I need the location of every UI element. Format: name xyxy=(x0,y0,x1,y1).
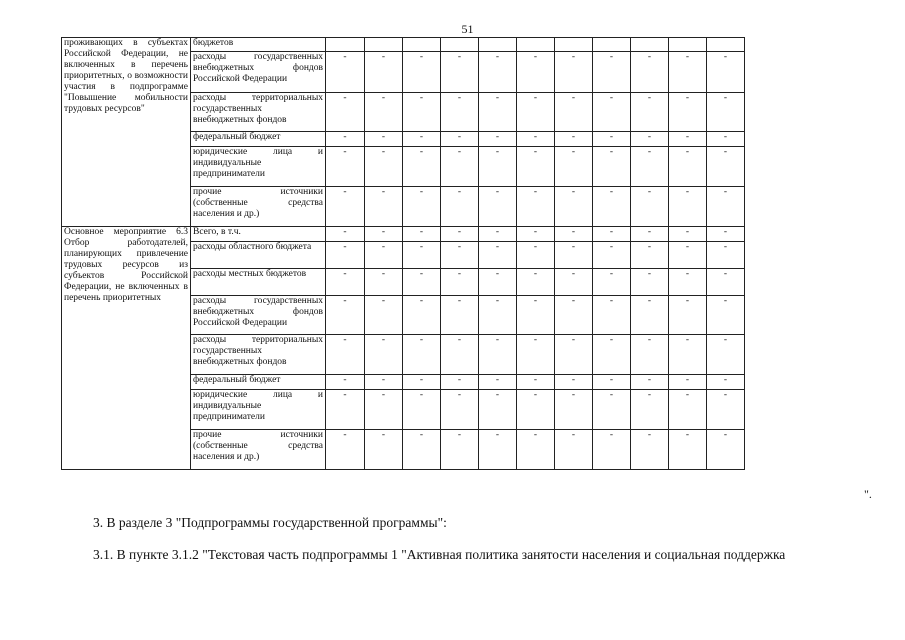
value-cell: - xyxy=(365,187,403,227)
funding-source-cell: расходы территориальных государственных внебюджетных фондов xyxy=(191,93,326,132)
value-cell: - xyxy=(555,390,593,430)
value-cell: - xyxy=(403,296,441,335)
value-cell: - xyxy=(441,296,479,335)
value-cell: - xyxy=(441,430,479,470)
value-cell: - xyxy=(593,93,631,132)
value-cell: - xyxy=(441,132,479,147)
funding-source-cell: расходы государственных внебюджетных фондов Российской Федерации xyxy=(191,52,326,93)
value-cell: - xyxy=(479,147,517,187)
value-cell xyxy=(555,38,593,52)
value-cell: - xyxy=(555,227,593,242)
value-cell: - xyxy=(669,93,707,132)
value-cell: - xyxy=(479,132,517,147)
value-cell: - xyxy=(326,242,365,269)
value-cell: - xyxy=(441,390,479,430)
value-cell: - xyxy=(555,269,593,296)
value-cell: - xyxy=(326,375,365,390)
value-cell: - xyxy=(517,335,555,375)
value-cell: - xyxy=(517,390,555,430)
value-cell: - xyxy=(517,227,555,242)
value-cell: - xyxy=(365,227,403,242)
value-cell: - xyxy=(669,227,707,242)
funding-source-cell: прочие источники (собственные средства населения и др.) xyxy=(191,430,326,470)
value-cell: - xyxy=(669,296,707,335)
value-cell: - xyxy=(441,375,479,390)
paragraph-item-3-1: 3.1. В пункте 3.1.2 "Текстовая часть подпрограммы 1 "Активная политика занятости населения и социальная поддержка xyxy=(93,547,786,562)
value-cell: - xyxy=(631,147,669,187)
value-cell: - xyxy=(365,269,403,296)
value-cell: - xyxy=(517,147,555,187)
value-cell: - xyxy=(593,132,631,147)
value-cell: - xyxy=(326,132,365,147)
value-cell: - xyxy=(365,335,403,375)
value-cell: - xyxy=(326,93,365,132)
value-cell: - xyxy=(707,430,745,470)
value-cell: - xyxy=(479,390,517,430)
paragraph-section-3: 3. В разделе 3 "Подпрограммы государственной программы": xyxy=(93,515,447,530)
value-cell: - xyxy=(631,430,669,470)
value-cell: - xyxy=(555,132,593,147)
value-cell: - xyxy=(441,187,479,227)
value-cell: - xyxy=(403,227,441,242)
funding-source-cell: Всего, в т.ч. xyxy=(191,227,326,242)
activity-description-cell: проживающих в субъектах Российской Федерации, не включенных в перечень приоритетных, о возможности участия в подпрограмме "Повышение мобильности трудовых ресурсов" xyxy=(62,38,191,227)
value-cell: - xyxy=(669,52,707,93)
value-cell: - xyxy=(326,430,365,470)
closing-quote: ". xyxy=(864,487,872,501)
table-row xyxy=(62,38,745,52)
value-cell: - xyxy=(555,296,593,335)
value-cell: - xyxy=(555,335,593,375)
value-cell xyxy=(631,38,669,52)
value-cell: - xyxy=(593,242,631,269)
value-cell: - xyxy=(479,227,517,242)
value-cell xyxy=(441,38,479,52)
value-cell: - xyxy=(669,390,707,430)
value-cell: - xyxy=(555,375,593,390)
value-cell: - xyxy=(631,187,669,227)
value-cell: - xyxy=(365,375,403,390)
value-cell: - xyxy=(669,147,707,187)
value-cell: - xyxy=(707,227,745,242)
value-cell: - xyxy=(593,390,631,430)
value-cell: - xyxy=(441,227,479,242)
value-cell: - xyxy=(593,296,631,335)
value-cell: - xyxy=(479,335,517,375)
value-cell: - xyxy=(631,132,669,147)
value-cell xyxy=(593,38,631,52)
funding-source-cell: расходы территориальных государственных внебюджетных фондов xyxy=(191,335,326,375)
value-cell: - xyxy=(631,93,669,132)
funding-source-cell: прочие источники (собственные средства населения и др.) xyxy=(191,187,326,227)
value-cell: - xyxy=(707,132,745,147)
value-cell: - xyxy=(707,147,745,187)
value-cell: - xyxy=(517,430,555,470)
value-cell: - xyxy=(669,132,707,147)
value-cell: - xyxy=(555,187,593,227)
value-cell: - xyxy=(441,93,479,132)
value-cell xyxy=(517,38,555,52)
value-cell: - xyxy=(555,147,593,187)
funding-source-cell: расходы областного бюджета xyxy=(191,242,326,269)
value-cell: - xyxy=(593,375,631,390)
value-cell: - xyxy=(326,187,365,227)
value-cell: - xyxy=(517,269,555,296)
value-cell: - xyxy=(403,269,441,296)
value-cell: - xyxy=(403,375,441,390)
value-cell xyxy=(365,38,403,52)
funding-source-cell: юридические лица и индивидуальные предприниматели xyxy=(191,390,326,430)
value-cell: - xyxy=(365,147,403,187)
value-cell: - xyxy=(707,335,745,375)
value-cell: - xyxy=(326,296,365,335)
value-cell: - xyxy=(365,93,403,132)
value-cell: - xyxy=(669,430,707,470)
value-cell: - xyxy=(479,269,517,296)
value-cell xyxy=(479,38,517,52)
value-cell: - xyxy=(403,52,441,93)
value-cell: - xyxy=(403,93,441,132)
funding-source-cell: федеральный бюджет xyxy=(191,132,326,147)
value-cell xyxy=(707,38,745,52)
value-cell: - xyxy=(593,147,631,187)
funding-source-cell: расходы государственных внебюджетных фондов Российской Федерации xyxy=(191,296,326,335)
value-cell: - xyxy=(326,227,365,242)
value-cell: - xyxy=(479,296,517,335)
value-cell: - xyxy=(593,335,631,375)
value-cell: - xyxy=(707,242,745,269)
value-cell: - xyxy=(669,242,707,269)
funding-source-cell: бюджетов xyxy=(191,38,326,52)
value-cell: - xyxy=(441,269,479,296)
value-cell: - xyxy=(326,335,365,375)
value-cell: - xyxy=(517,93,555,132)
value-cell: - xyxy=(669,187,707,227)
value-cell: - xyxy=(441,52,479,93)
value-cell xyxy=(669,38,707,52)
value-cell: - xyxy=(555,93,593,132)
value-cell: - xyxy=(517,52,555,93)
value-cell: - xyxy=(593,52,631,93)
value-cell: - xyxy=(365,296,403,335)
value-cell: - xyxy=(669,335,707,375)
value-cell: - xyxy=(403,242,441,269)
value-cell: - xyxy=(631,375,669,390)
value-cell: - xyxy=(707,93,745,132)
funding-source-cell: федеральный бюджет xyxy=(191,375,326,390)
value-cell: - xyxy=(403,430,441,470)
value-cell: - xyxy=(631,227,669,242)
value-cell: - xyxy=(593,430,631,470)
value-cell: - xyxy=(631,335,669,375)
value-cell: - xyxy=(631,269,669,296)
value-cell: - xyxy=(479,93,517,132)
value-cell: - xyxy=(403,147,441,187)
value-cell: - xyxy=(517,375,555,390)
value-cell: - xyxy=(365,430,403,470)
value-cell: - xyxy=(365,390,403,430)
value-cell: - xyxy=(441,147,479,187)
value-cell: - xyxy=(517,132,555,147)
value-cell: - xyxy=(593,227,631,242)
value-cell: - xyxy=(479,430,517,470)
value-cell: - xyxy=(479,375,517,390)
value-cell: - xyxy=(631,296,669,335)
value-cell: - xyxy=(403,390,441,430)
value-cell: - xyxy=(403,187,441,227)
value-cell: - xyxy=(631,242,669,269)
value-cell: - xyxy=(479,187,517,227)
value-cell: - xyxy=(479,52,517,93)
value-cell: - xyxy=(707,187,745,227)
value-cell: - xyxy=(593,187,631,227)
value-cell xyxy=(403,38,441,52)
value-cell: - xyxy=(517,242,555,269)
budget-table-body xyxy=(62,38,745,470)
value-cell: - xyxy=(479,242,517,269)
value-cell: - xyxy=(365,52,403,93)
value-cell: - xyxy=(365,242,403,269)
value-cell: - xyxy=(707,52,745,93)
value-cell: - xyxy=(555,52,593,93)
value-cell: - xyxy=(707,390,745,430)
value-cell: - xyxy=(326,147,365,187)
value-cell: - xyxy=(631,52,669,93)
funding-source-cell: расходы местных бюджетов xyxy=(191,269,326,296)
value-cell: - xyxy=(707,269,745,296)
table-row xyxy=(62,227,745,242)
value-cell: - xyxy=(555,430,593,470)
value-cell: - xyxy=(669,375,707,390)
value-cell: - xyxy=(326,52,365,93)
value-cell: - xyxy=(403,132,441,147)
value-cell xyxy=(326,38,365,52)
value-cell: - xyxy=(669,269,707,296)
budget-table xyxy=(61,37,745,470)
value-cell: - xyxy=(517,296,555,335)
value-cell: - xyxy=(326,269,365,296)
value-cell: - xyxy=(441,335,479,375)
value-cell: - xyxy=(403,335,441,375)
value-cell: - xyxy=(707,375,745,390)
value-cell: - xyxy=(441,242,479,269)
value-cell: - xyxy=(707,296,745,335)
activity-description-cell: Основное мероприятие 6.3 Отбор работодателей, планирующих привлечение трудовых ресурсов из субъектов Российской Федерации, не включенных в перечень приоритетных xyxy=(62,227,191,470)
value-cell: - xyxy=(365,132,403,147)
page-number: 51 xyxy=(461,22,474,36)
funding-source-cell: юридические лица и индивидуальные предприниматели xyxy=(191,147,326,187)
value-cell: - xyxy=(631,390,669,430)
value-cell: - xyxy=(326,390,365,430)
value-cell: - xyxy=(555,242,593,269)
value-cell: - xyxy=(593,269,631,296)
value-cell: - xyxy=(517,187,555,227)
